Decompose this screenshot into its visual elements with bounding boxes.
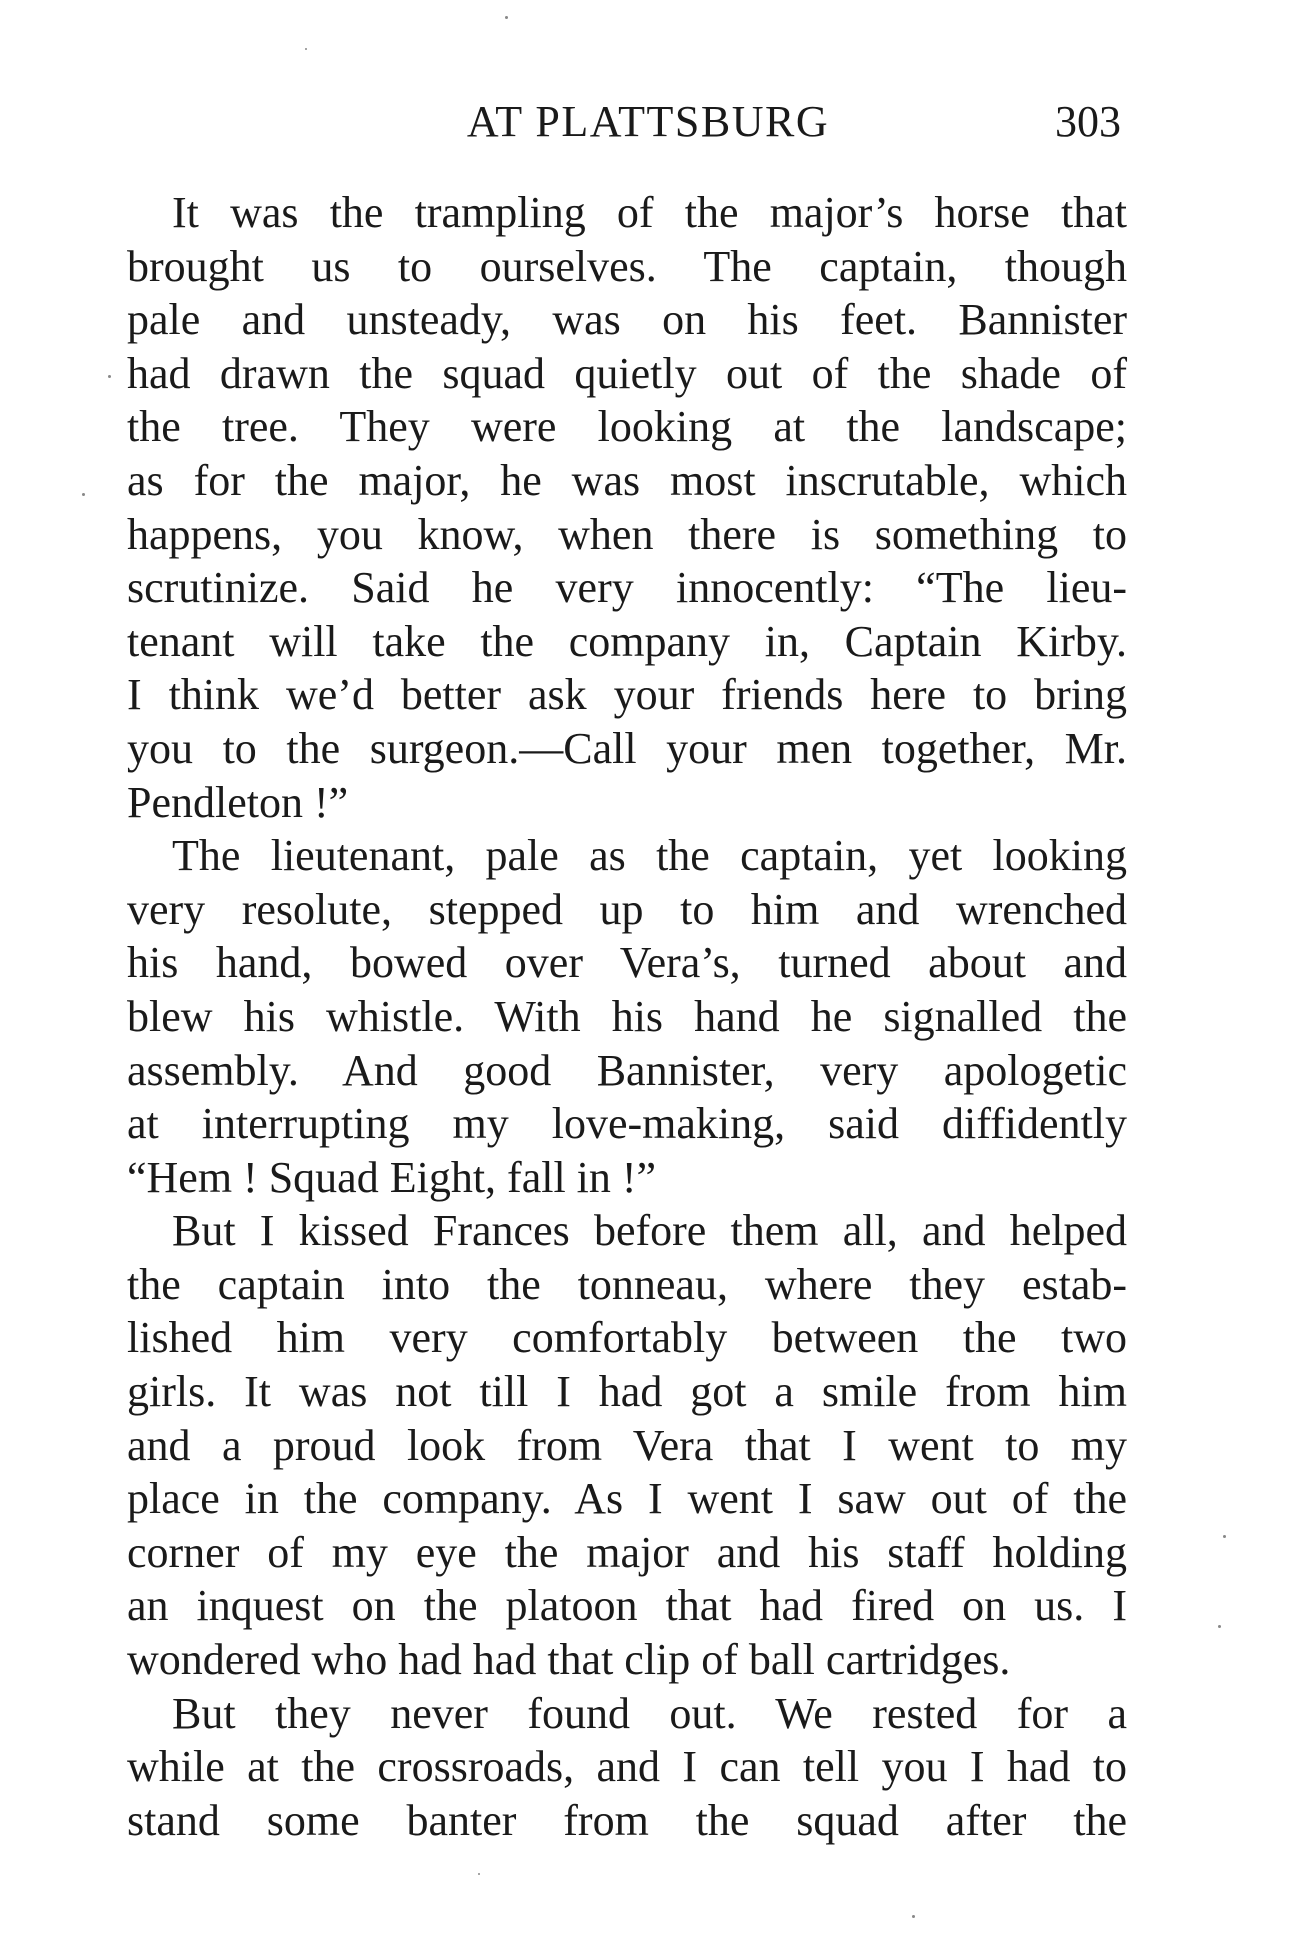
text-line: It was the trampling of the major’s horse that	[172, 188, 1127, 237]
text-line: But I kissed Frances before them all, and helped	[172, 1206, 1127, 1256]
paragraph	[127, 829, 1127, 1204]
scan-speck	[108, 375, 111, 378]
text-line: as for the major, he was most inscrutable, which	[127, 455, 1127, 505]
text-line: assembly. And good Bannister, very apologetic	[127, 1045, 1127, 1095]
text-line: scrutinize. Said he very innocently: “The lieu-	[127, 563, 1127, 613]
page-number: 303	[1055, 97, 1121, 146]
scan-speck	[1218, 1625, 1221, 1628]
text-line: tenant will take the company in, Captain Kirby.	[127, 616, 1127, 666]
text-line: wondered who had had that clip of ball cartridges.	[127, 1635, 1011, 1685]
text-line: happens, you know, when there is something to	[127, 509, 1127, 559]
text-line: place in the company. As I went I saw out of the	[127, 1474, 1127, 1524]
text-line: corner of my eye the major and his staff holding	[127, 1527, 1127, 1577]
text-line: very resolute, stepped up to him and wrenched	[127, 884, 1127, 934]
running-header	[0, 92, 1296, 152]
body-text	[127, 186, 1127, 1847]
paragraph	[127, 1204, 1127, 1686]
running-title: AT PLATTSBURG	[466, 97, 830, 146]
scan-speck	[912, 1915, 915, 1918]
text-line: had drawn the squad quietly out of the shade of	[127, 348, 1127, 398]
scan-speck	[1223, 1535, 1226, 1538]
scan-speck	[505, 16, 508, 19]
text-line: pale and unsteady, was on his feet. Bannister	[127, 295, 1127, 345]
text-line: an inquest on the platoon that had fired on us. I	[127, 1581, 1127, 1631]
text-line: I think we’d better ask your friends here to bring	[127, 670, 1127, 720]
text-line: Pendleton !”	[127, 777, 349, 827]
text-line: stand some banter from the squad after the	[127, 1795, 1127, 1845]
scan-speck	[478, 1873, 480, 1875]
text-line: his hand, bowed over Vera’s, turned about and	[127, 938, 1127, 988]
text-line: brought us to ourselves. The captain, though	[127, 241, 1127, 291]
text-line: while at the crossroads, and I can tell you I had to	[127, 1742, 1127, 1792]
text-line: you to the surgeon.—Call your men together, Mr.	[127, 723, 1127, 773]
scan-speck	[305, 48, 307, 50]
text-line: blew his whistle. With his hand he signalled the	[127, 991, 1127, 1041]
text-line: The lieutenant, pale as the captain, yet looking	[172, 831, 1127, 881]
text-line: girls. It was not till I had got a smile from him	[127, 1367, 1127, 1417]
text-line: at interrupting my love-making, said diffidently	[127, 1099, 1127, 1149]
paragraph	[127, 1687, 1127, 1848]
scan-speck	[82, 493, 85, 496]
text-line: lished him very comfortably between the two	[127, 1313, 1127, 1363]
text-line: “Hem ! Squad Eight, fall in !”	[127, 1152, 657, 1202]
text-line: the captain into the tonneau, where they estab-	[127, 1259, 1127, 1309]
paragraph	[127, 186, 1127, 829]
text-line: and a proud look from Vera that I went to my	[127, 1420, 1127, 1470]
text-line: But they never found out. We rested for a	[172, 1688, 1127, 1738]
text-line: the tree. They were looking at the landscape;	[127, 402, 1127, 452]
